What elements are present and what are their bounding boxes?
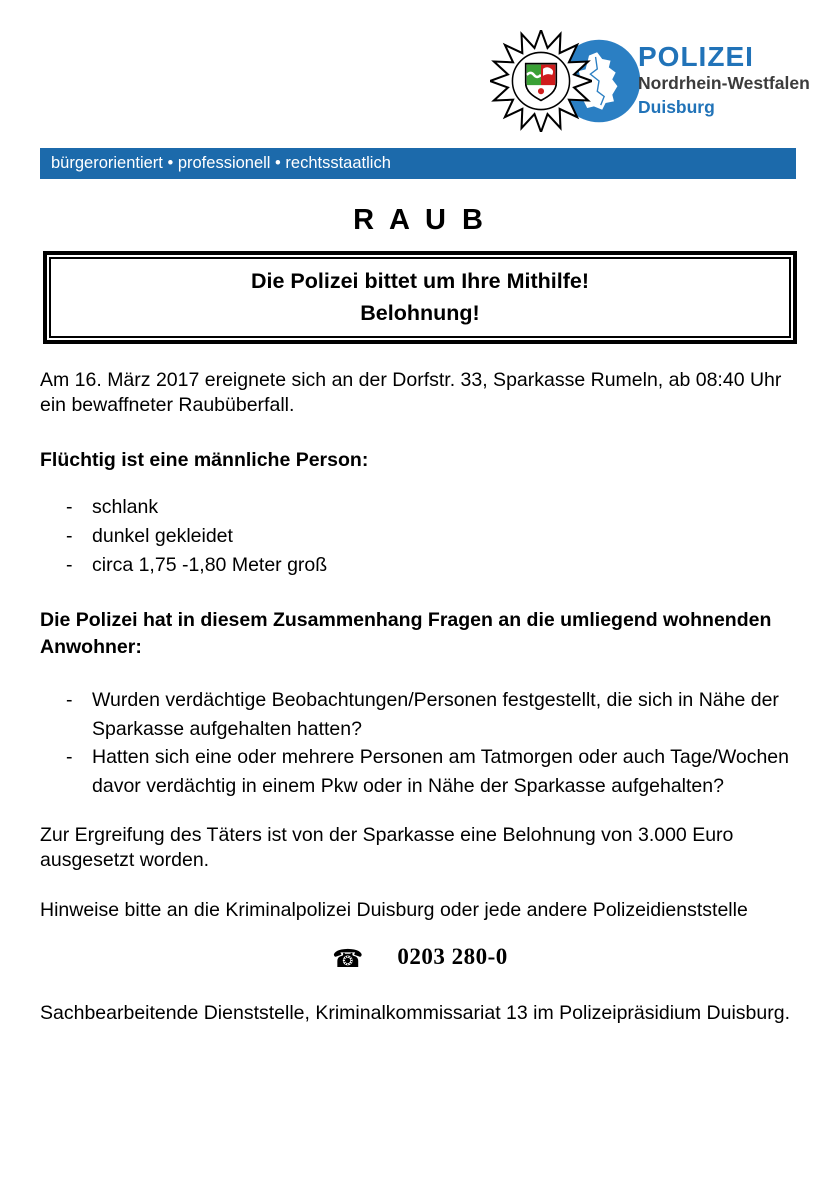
dash-bullet: - (66, 524, 73, 547)
list-item-text: dunkel gekleidet (92, 524, 233, 547)
questions-heading: Die Polizei hat in diesem Zusammenhang Fragen an die umliegend wohnenden Anwohner: (40, 609, 772, 658)
appeal-box-line1: Die Polizei bittet um Ihre Mithilfe! (250, 269, 590, 293)
list-item (40, 522, 800, 551)
dash-bullet: - (66, 746, 73, 769)
questions-list (40, 686, 800, 801)
motto-banner: bürgerorientiert • professionell • rechtsstaatlich (40, 148, 796, 179)
dash-bullet: - (66, 553, 73, 576)
document-body (40, 196, 800, 1026)
suspect-heading: Flüchtig ist eine männliche Person: (40, 448, 369, 471)
list-item-text: schlank (92, 496, 159, 519)
phone-number: 0203 280-0 (397, 943, 508, 969)
police-logo (488, 28, 818, 140)
list-item-text: Hatten sich eine oder mehrere Personen am Tatmorgen oder auch Tage/Wochen davor verdächtig in einem Pkw oder in Nähe der Sparkasse aufgehalten? (92, 746, 790, 797)
phone-icon: ☎ (332, 943, 364, 973)
dash-bullet: - (66, 496, 73, 519)
dash-bullet: - (66, 688, 73, 711)
page-title: R A U B (353, 204, 487, 236)
list-item (40, 686, 800, 743)
list-item-text: circa 1,75 -1,80 Meter groß (92, 553, 328, 576)
logo-region: Nordrhein-Westfalen (638, 73, 810, 94)
list-item (40, 743, 800, 800)
logo-org-name: POLIZEI (638, 41, 754, 72)
police-logo-text (638, 42, 810, 117)
police-star-badge-icon (490, 30, 592, 132)
reward-paragraph: Zur Ergreifung des Täters ist von der Sparkasse eine Belohnung von 3.000 Euro ausgesetzt worden. (40, 823, 734, 872)
list-item (40, 493, 800, 522)
contact-paragraph: Hinweise bitte an die Kriminalpolizei Duisburg oder jede andere Polizeidienststelle (40, 898, 748, 921)
logo-city: Duisburg (638, 96, 715, 117)
list-item (40, 551, 800, 580)
list-item-text: Wurden verdächtige Beobachtungen/Personen festgestellt, die sich in Nähe der Sparkasse aufgehalten hatten? (92, 688, 779, 740)
appeal-box-line2: Belohnung! (360, 301, 480, 326)
suspect-traits-list (40, 493, 800, 579)
department-paragraph: Sachbearbeitende Dienststelle, Kriminalkommissariat 13 im Polizeipräsidium Duisburg. (40, 1001, 790, 1024)
phone-line (40, 944, 800, 973)
incident-paragraph: Am 16. März 2017 ereignete sich an der Dorfstr. 33, Sparkasse Rumeln, ab 08:40 Uhr ein bewaffneter Raubüberfall. (40, 368, 782, 417)
appeal-box (43, 251, 797, 344)
